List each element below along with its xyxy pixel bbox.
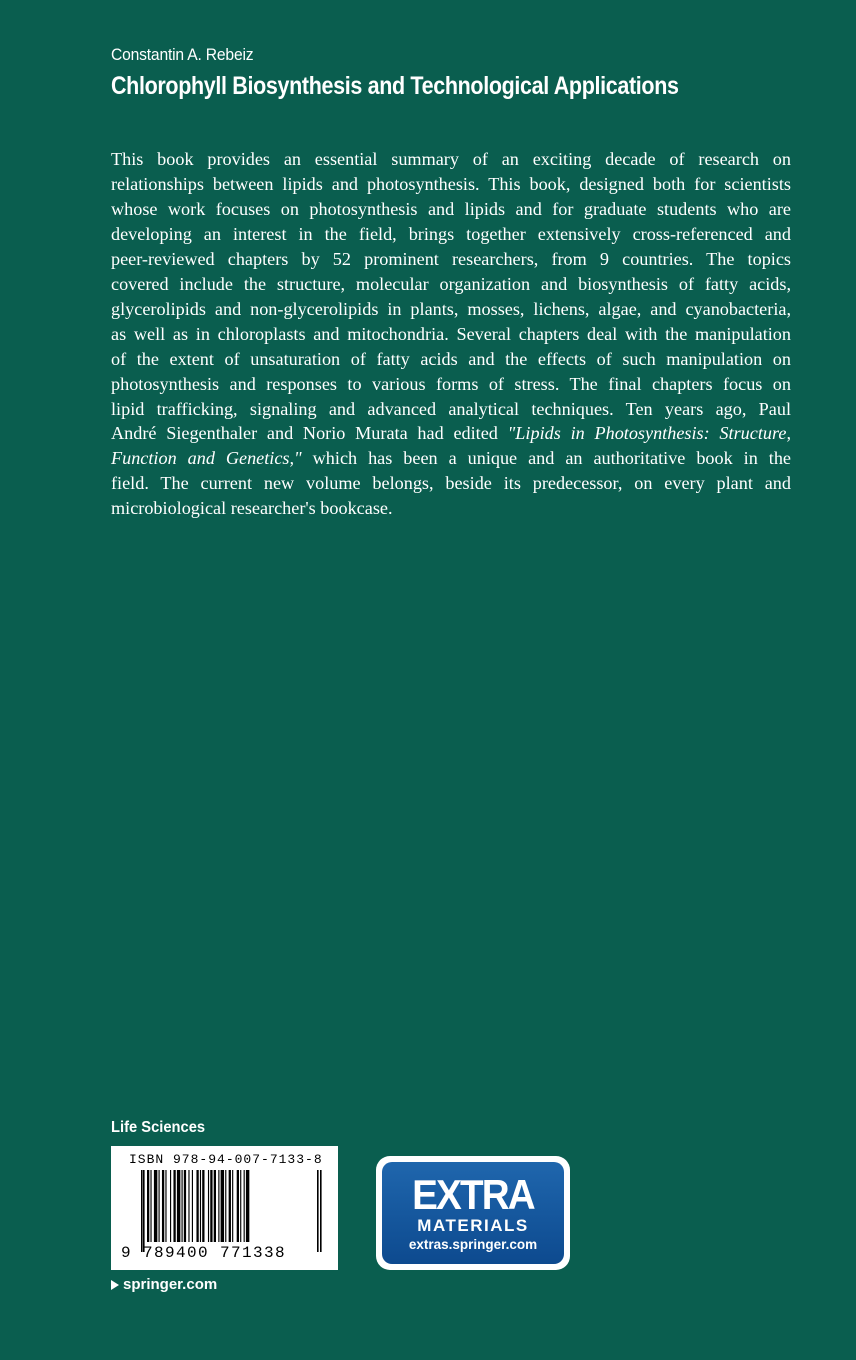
barcode-guard-bar bbox=[320, 1170, 322, 1252]
barcode-guard-bar bbox=[141, 1170, 143, 1252]
barcode-bar bbox=[240, 1170, 241, 1242]
description-line bbox=[111, 446, 791, 471]
description-line: whose work focuses on photosynthesis and lipids and for graduate students who are bbox=[111, 198, 791, 219]
barcode-bar bbox=[159, 1170, 160, 1242]
barcode-bar bbox=[244, 1170, 245, 1242]
description-line: photosynthesis and responses to various forms of stress. The final chapters focus on bbox=[111, 373, 791, 394]
author-name: Constantin A. Rebeiz bbox=[111, 45, 254, 64]
barcode-bar bbox=[221, 1170, 224, 1242]
description-line: This book provides an essential summary of an exciting decade of research on bbox=[111, 149, 791, 169]
barcode-bar bbox=[210, 1170, 212, 1242]
barcode-bar bbox=[200, 1170, 201, 1242]
description-line bbox=[111, 421, 791, 446]
description-text: André Siegenthaler and Norio Murata had edited bbox=[111, 423, 508, 444]
description-text: which has been a unique and an authoritative book in the bbox=[301, 448, 791, 469]
description-line: as well as in chloroplasts and mitochondria. Several chapters deal with the manipulation bbox=[111, 323, 791, 344]
barcode-bar bbox=[229, 1170, 231, 1242]
description-line: of the extent of unsaturation of fatty acids and the effects of such manipulation on bbox=[111, 348, 791, 369]
isbn-label: ISBN 978-94-007-7133-8 bbox=[129, 1152, 323, 1167]
barcode-bar bbox=[246, 1170, 249, 1242]
description-line: glycerolipids and non-glycerolipids in plants, mosses, lichens, algae, and cyanobacteria, bbox=[111, 298, 791, 319]
book-description bbox=[111, 147, 791, 521]
barcode-guard-bar bbox=[143, 1170, 145, 1252]
publisher-link-text[interactable]: springer.com bbox=[123, 1276, 218, 1293]
description-line: covered include the structure, molecular organization and biosynthesis of fatty acids, bbox=[111, 273, 791, 294]
description-line: lipid trafficking, signaling and advanced analytical techniques. Ten years ago, Paul bbox=[111, 398, 791, 419]
badge-materials-text: MATERIALS bbox=[417, 1216, 529, 1235]
barcode-guard-bar bbox=[317, 1170, 319, 1252]
extra-materials-badge bbox=[376, 1156, 570, 1270]
barcode-bar bbox=[208, 1170, 209, 1242]
description-line: relationships between lipids and photosynthesis. This book, designed both for scientists bbox=[111, 173, 791, 194]
barcode-bar bbox=[237, 1170, 239, 1242]
description-line: microbiological researcher's bookcase. bbox=[111, 498, 393, 519]
barcode-bar bbox=[173, 1170, 175, 1242]
barcode-bar bbox=[225, 1170, 226, 1242]
badge-extra-text: EXTRA bbox=[412, 1171, 534, 1218]
description-line: field. The current new volume belongs, beside its predecessor, on every plant and bbox=[111, 473, 791, 494]
badge-url-text: extras.springer.com bbox=[408, 1237, 538, 1252]
barcode-bar bbox=[177, 1170, 180, 1242]
barcode-bar bbox=[162, 1170, 164, 1242]
isbn-barcode bbox=[111, 1146, 338, 1270]
barcode-bar bbox=[182, 1170, 183, 1242]
play-arrow-icon bbox=[111, 1280, 119, 1290]
barcode-bar bbox=[232, 1170, 233, 1242]
cited-book-title: "Lipids in Photosynthesis: Structure, bbox=[507, 423, 791, 444]
barcode-bar bbox=[202, 1170, 204, 1242]
book-title: Chlorophyll Biosynthesis and Technological Applications bbox=[111, 72, 679, 100]
barcode-bar bbox=[147, 1170, 149, 1242]
badge-panel bbox=[382, 1162, 564, 1264]
barcode-bar bbox=[192, 1170, 193, 1242]
barcode-bar bbox=[196, 1170, 198, 1242]
cited-book-title: Function and Genetics," bbox=[111, 448, 302, 469]
barcode-bar bbox=[154, 1170, 157, 1242]
barcode-bar bbox=[214, 1170, 216, 1242]
barcode-bar bbox=[170, 1170, 171, 1242]
description-line: developing an interest in the field, brings together extensively cross-referenced and bbox=[111, 223, 791, 244]
publisher-link[interactable] bbox=[111, 1276, 217, 1293]
barcode-bar bbox=[184, 1170, 186, 1242]
subject-category: Life Sciences bbox=[111, 1119, 206, 1136]
description-line: peer-reviewed chapters by 52 prominent researchers, from 9 countries. The topics bbox=[111, 248, 791, 269]
barcode-bar bbox=[188, 1170, 189, 1242]
barcode-bar bbox=[218, 1170, 219, 1242]
barcode-bar bbox=[165, 1170, 166, 1242]
barcode-digits: 9 789400 771338 bbox=[121, 1244, 287, 1262]
barcode-bar bbox=[150, 1170, 151, 1242]
